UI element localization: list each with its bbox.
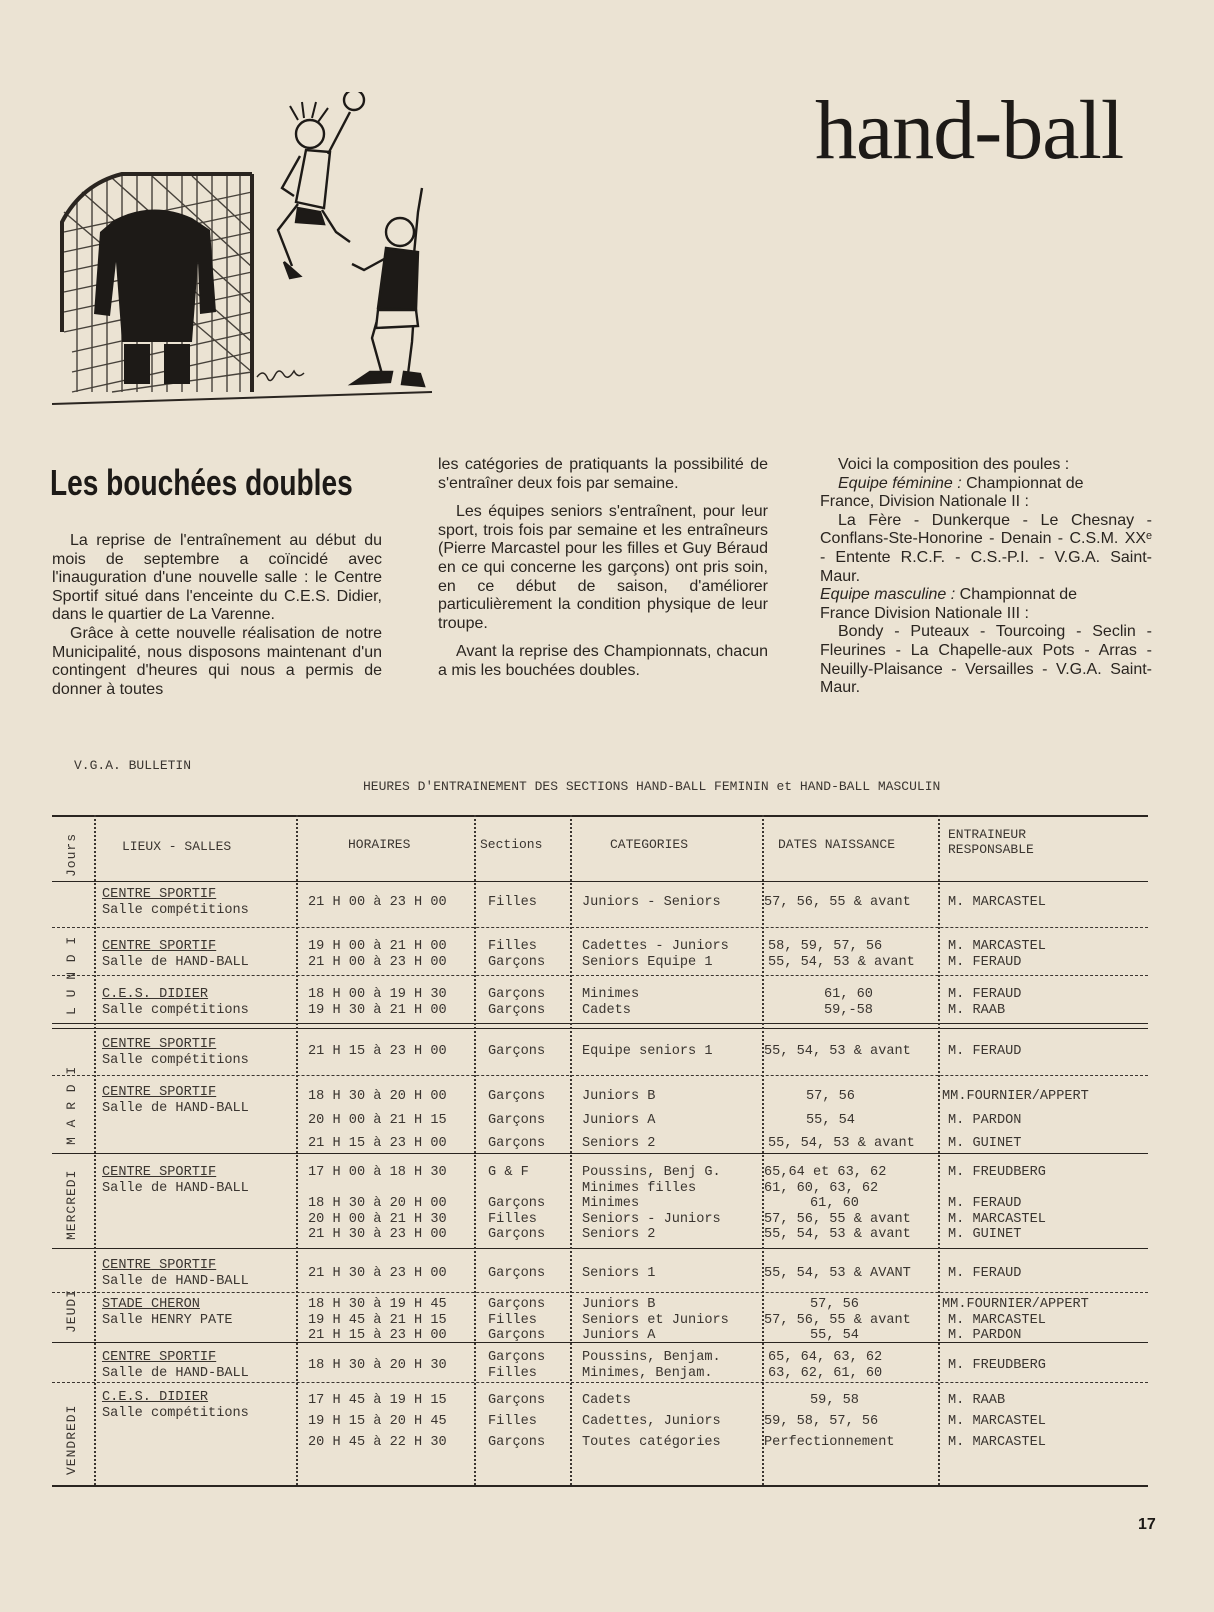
team-label-masculine: Equipe masculine : [820,586,956,604]
header-jours: Jours [64,832,79,877]
day-jeudi: JEUDI [64,1288,79,1333]
defending-player [352,188,424,386]
table-cell-categories: Cadettes - Juniors Seniors Equipe 1 [582,939,729,970]
table-cell-lieu: CENTRE SPORTIF Salle compétitions [102,1037,249,1068]
table-cell-entraineur: M. MARCASTEL M. FERAUD [948,939,1046,970]
paragraph: Grâce à cette nouvelle réalisation de notre Municipalité, nous disposons maintenant d'un contingent d'heures qui nous a permis de donner à toutes [52,624,382,698]
header-lieux: LIEUX - SALLES [122,839,232,854]
table-cell-entraineur: M. FERAUD [948,1044,1022,1059]
article-column-1 [52,532,382,699]
training-schedule-table [52,815,1148,1485]
table-cell-horaires: 21 H 00 à 23 H 00 [308,895,447,910]
team-list-feminine: La Fère - Dunkerque - Le Chesnay - Conflans-Ste-Honorine - Denain - C.S.M. XXᵉ - Entente R.C.F. - C.S.-P.I. - V.G.A. Saint-Maur. [820,511,1152,585]
table-cell-entraineur: M. RAAB M. MARCASTEL M. MARCASTEL [948,1393,1046,1450]
paragraph: La reprise de l'entraînement au début du mois de septembre a coïncidé avec l'inauguration d'une nouvelle salle : le Centre Sportif situé dans l'enceinte du C.E.S. Didier, dans le quartier de La Varenne. [52,532,382,624]
table-cell-entraineur: M. FREUDBERG M. FERAUD M. MARCASTEL M. GUINET [948,1165,1046,1243]
table-cell-horaires: 19 H 00 à 21 H 00 21 H 00 à 23 H 00 [308,939,447,970]
paragraph: les catégories de pratiquants la possibilité de s'entraîner deux fois par semaine. [438,456,768,492]
table-cell-categories: Seniors 1 [582,1266,656,1281]
table-cell-sections: Garçons [488,1044,546,1059]
table-cell-categories: Juniors B Juniors A Seniors 2 [582,1089,656,1151]
table-cell-lieu: CENTRE SPORTIF Salle de HAND-BALL [102,939,249,970]
attacking-player [278,92,364,278]
day-mardi: M A R D I [64,1065,79,1145]
header-dates: DATES NAISSANCE [778,837,896,852]
championship-text: France, Division Nationale II : [820,493,1029,511]
header-responsable: RESPONSABLE [948,842,1034,857]
table-cell-categories: Poussins, Benjam. Minimes, Benjam. [582,1350,721,1381]
table-cell-sections: Garçons Filles Garçons [488,1393,546,1450]
table-cell-dates: 65,64 et 63, 62 61, 60, 63, 62 61, 60 57, 56, 55 & avant 55, 54, 53 & avant [764,1165,911,1243]
table-cell-sections: Garçons Filles Garçons [488,1297,546,1344]
table-cell-lieu: CENTRE SPORTIF Salle de HAND-BALL [102,1085,249,1116]
table-cell-lieu: C.E.S. DIDIER Salle compétitions [102,1390,249,1421]
table-cell-entraineur: M. FREUDBERG [948,1358,1046,1373]
article-column-2 [438,456,768,681]
table-cell-entraineur: MM.FOURNIER/APPERT M. PARDON M. GUINET [942,1089,1089,1151]
table-cell-sections: G & F Garçons Filles Garçons [488,1165,546,1243]
table-cell-horaires: 18 H 00 à 19 H 30 19 H 30 à 21 H 00 [308,987,447,1018]
page-number: 17 [1138,1516,1156,1533]
table-cell-dates: 58, 59, 57, 56 55, 54, 53 & avant [768,939,915,970]
table-cell-horaires: 18 H 30 à 20 H 30 [308,1358,447,1373]
table-cell-horaires: 21 H 30 à 23 H 00 [308,1266,447,1281]
day-lundi: L U N D I [64,935,79,1015]
table-cell-horaires: 17 H 45 à 19 H 15 19 H 15 à 20 H 45 20 H 45 à 22 H 30 [308,1393,447,1450]
handball-illustration [52,92,442,428]
table-cell-entraineur: M. FERAUD M. RAAB [948,987,1022,1018]
table-cell-dates: 65, 64, 63, 62 63, 62, 61, 60 [768,1350,883,1381]
paragraph: Avant la reprise des Championnats, chacun a mis les bouchées doubles. [438,643,768,679]
table-cell-dates: 55, 54, 53 & avant [764,1044,911,1059]
table-cell-horaires: 18 H 30 à 19 H 45 19 H 45 à 21 H 15 21 H 15 à 23 H 00 [308,1297,447,1344]
team-label-feminine: Equipe féminine : [838,474,962,492]
day-mercredi: MERCREDI [64,1169,79,1240]
table-cell-dates: 55, 54, 53 & AVANT [764,1266,911,1281]
table-cell-lieu: CENTRE SPORTIF Salle de HAND-BALL [102,1350,249,1381]
table-cell-lieu: CENTRE SPORTIF Salle de HAND-BALL [102,1258,249,1289]
table-cell-sections: Garçons [488,1266,546,1281]
table-cell-horaires: 17 H 00 à 18 H 30 18 H 30 à 20 H 00 20 H 00 à 21 H 30 21 H 30 à 23 H 00 [308,1165,447,1243]
bulletin-label: V.G.A. BULLETIN [74,758,192,773]
paragraph: Les équipes seniors s'entraînent, pour leur sport, trois fois par semaine et les entraîneurs (Pierre Marcastel pour les filles et Guy Béraud en ce qui concerne les garçons) ont pris soin, en ce début de saison, d'améliorer particulièrement la condition physique de leur troupe. [438,503,768,632]
table-cell-entraineur: M. FERAUD [948,1266,1022,1281]
page-title: hand-ball [815,84,1124,177]
table-cell-sections: Garçons Garçons [488,987,546,1018]
championship-text: France Division Nationale III : [820,604,1029,622]
table-cell-dates: 61, 60 59,-58 [824,987,873,1018]
table-cell-sections: Filles Garçons [488,939,546,970]
paragraph: Voici la composition des poules : [838,456,1070,473]
table-cell-dates: 57, 56 57, 56, 55 & avant 55, 54 [764,1297,911,1344]
table-cell-lieu: STADE CHERON Salle HENRY PATE [102,1297,233,1328]
championship-text: Championnat de [966,474,1084,492]
table-cell-lieu: C.E.S. DIDIER Salle compétitions [102,987,249,1018]
signature [257,371,304,381]
table-cell-horaires: 18 H 30 à 20 H 00 20 H 00 à 21 H 15 21 H 15 à 23 H 00 [308,1089,447,1151]
header-horaires: HORAIRES [348,837,411,852]
header-entraineur: ENTRAINEUR [948,827,1027,842]
table-title: HEURES D'ENTRAINEMENT DES SECTIONS HAND-BALL FEMININ et HAND-BALL MASCULIN [363,779,941,794]
table-cell-dates: 59, 58 59, 58, 57, 56 Perfectionnement [764,1393,895,1450]
table-cell-dates: 57, 56 55, 54 55, 54, 53 & avant [768,1089,915,1151]
table-cell-sections: Garçons Garçons Garçons [488,1089,546,1151]
table-cell-categories: Poussins, Benj G. Minimes filles Minimes Seniors - Juniors Seniors 2 [582,1165,721,1243]
table-cell-dates: 57, 56, 55 & avant [764,895,911,910]
table-cell-entraineur: M. MARCASTEL [948,895,1046,910]
article-subtitle: Les bouchées doubles [50,462,353,503]
table-cell-lieu: CENTRE SPORTIF Salle compétitions [102,887,249,918]
table-cell-entraineur: MM.FOURNIER/APPERT M. MARCASTEL M. PARDON [942,1297,1089,1344]
team-list-masculine: Bondy - Puteaux - Tourcoing - Seclin - Fleurines - La Chapelle-aux Pots - Arras - Neuilly-Plaisance - Versailles - V.G.A. Saint-Maur. [820,623,1152,697]
championship-text: Championnat de [959,586,1078,604]
article-column-3 [820,456,1152,698]
table-cell-sections: Filles [488,895,537,910]
table-cell-horaires: 21 H 15 à 23 H 00 [308,1044,447,1059]
table-cell-categories: Juniors B Seniors et Juniors Juniors A [582,1297,729,1344]
header-categories: CATEGORIES [610,837,689,852]
table-cell-categories: Juniors - Seniors [582,895,721,910]
table-cell-sections: Garçons Filles [488,1350,546,1381]
table-cell-categories: Minimes Cadets [582,987,640,1018]
header-sections: Sections [480,837,543,852]
table-cell-categories: Equipe seniors 1 [582,1044,713,1059]
table-cell-categories: Cadets Cadettes, Juniors Toutes catégories [582,1393,721,1450]
day-vendredi: VENDREDI [64,1404,79,1475]
table-cell-lieu: CENTRE SPORTIF Salle de HAND-BALL [102,1165,249,1196]
